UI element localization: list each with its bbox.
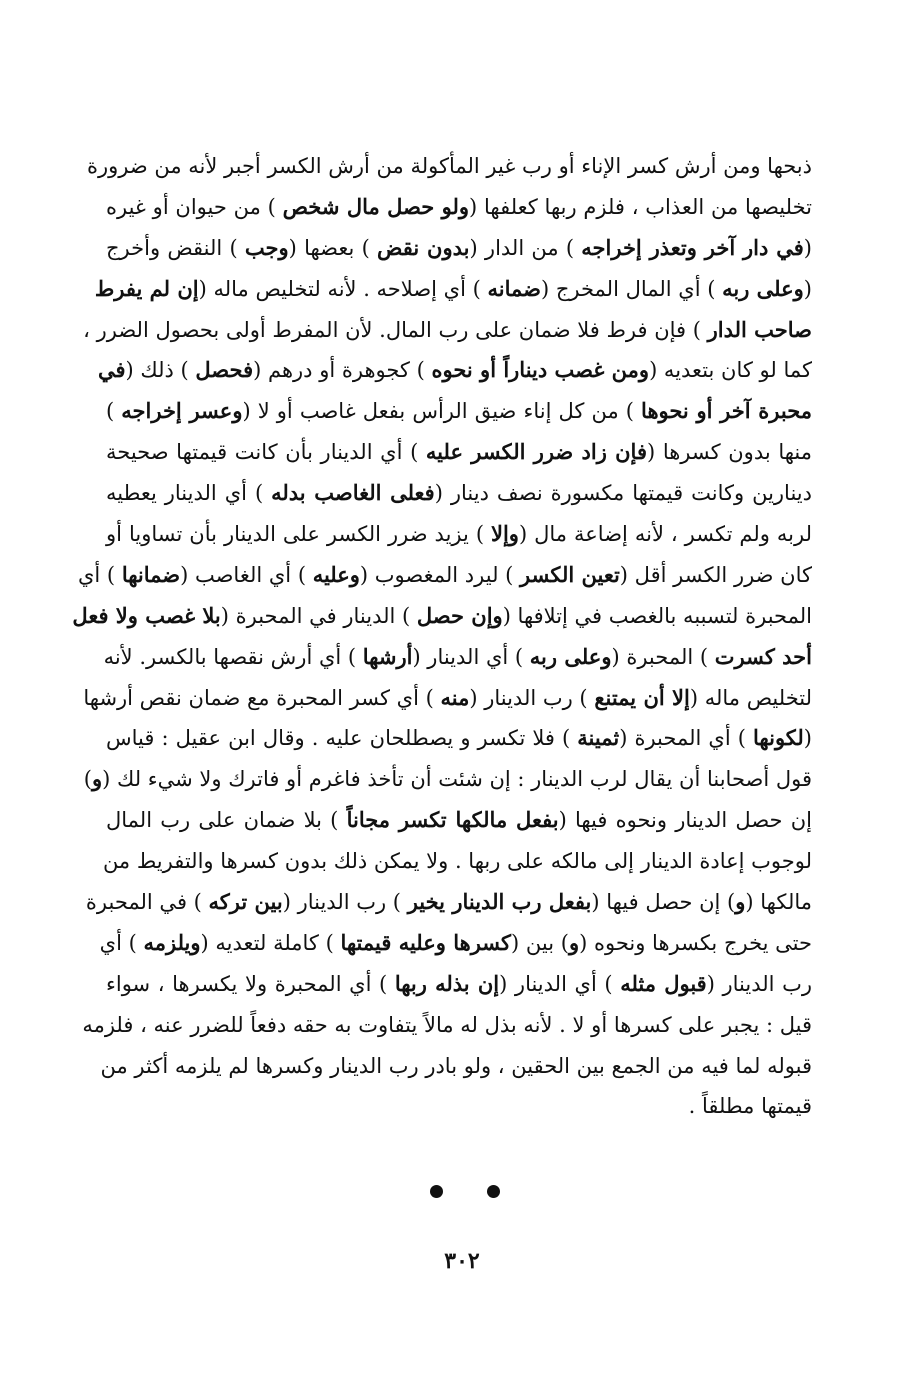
- matn-text: أحد كسرت: [714, 643, 812, 669]
- commentary-text: (: [803, 726, 812, 751]
- commentary-text: رب الدينار (: [706, 971, 812, 996]
- matn-text: ولو حصل مال شخص: [282, 193, 470, 219]
- commentary-text: ) من حيوان أو غيره: [106, 194, 283, 219]
- text-line: [85, 882, 812, 923]
- commentary-text: ) أي الغاصب (: [180, 562, 313, 587]
- commentary-text: ) أي الدينار (: [499, 971, 621, 996]
- page-number: ٣٠٢: [444, 1248, 480, 1274]
- commentary-text: ) فإن فرط فلا ضمان على رب المال. لأن المفرط أولى بحصول الضرر ،: [83, 317, 708, 342]
- matn-text: فعلى الغاصب بدله: [271, 480, 435, 506]
- text-line: [72, 596, 812, 637]
- matn-text: بين تركه: [208, 889, 283, 915]
- text-line: [106, 964, 812, 1005]
- matn-text: منه: [440, 684, 470, 710]
- commentary-text: ) أي المال المخرج (: [540, 276, 723, 301]
- separator-dot: [487, 1185, 500, 1198]
- commentary-text: ) ليرد المغصوب (: [359, 562, 521, 587]
- text-line: [94, 269, 812, 310]
- commentary-text: ): [106, 399, 122, 424]
- matn-text: ضمانها: [121, 561, 181, 587]
- commentary-text: ) أي إصلاحه . لأنه لتخليص ماله (: [198, 276, 488, 301]
- matn-text: كسرها وعليه قيمتها: [340, 929, 512, 955]
- commentary-text: ) المحبرة (: [611, 644, 715, 669]
- commentary-text: ) بلا ضمان على رب المال: [106, 808, 347, 833]
- commentary-text: لتخليص ماله (: [689, 685, 812, 710]
- commentary-text: ) أي: [99, 930, 144, 955]
- matn-text: بفعل مالكها تكسر مجاناً: [346, 807, 559, 833]
- text-line: [103, 637, 812, 678]
- text-line: [86, 146, 812, 187]
- matn-text: بدون نقض: [377, 234, 470, 260]
- commentary-text: ): [83, 767, 92, 792]
- matn-text: و: [91, 766, 103, 792]
- commentary-text: (: [803, 276, 812, 301]
- matn-text: وعلى ربه: [529, 643, 612, 669]
- commentary-text: ) رب الدينار (: [469, 685, 595, 710]
- text-line: [97, 350, 812, 391]
- text-line: [106, 1086, 812, 1127]
- commentary-text: لربه ولم تكسر ، لأنه إضاعة مال (: [518, 522, 812, 547]
- matn-text: في دار آخر وتعذر إخراجه: [581, 234, 804, 260]
- matn-text: صاحب الدار: [707, 316, 812, 342]
- matn-text: وإن حصل: [416, 602, 503, 628]
- text-line: [106, 228, 812, 269]
- commentary-text: ) أي: [77, 562, 122, 587]
- text-line: [100, 1046, 812, 1087]
- matn-text: لكونها: [753, 725, 804, 751]
- commentary-text: ) بين (: [511, 930, 569, 955]
- text-line: [106, 514, 812, 555]
- text-line: [83, 678, 812, 719]
- section-separator: [430, 1185, 500, 1198]
- commentary-text: منها بدون كسرها (: [647, 440, 812, 465]
- text-line: [102, 841, 812, 882]
- matn-text: ثمينة: [577, 725, 620, 751]
- text-line: [106, 718, 812, 759]
- commentary-text: مالكها (: [745, 890, 812, 915]
- commentary-text: ) فلا تكسر و يصطلحان عليه . وقال ابن عقيل : قياس: [106, 726, 578, 751]
- commentary-text: ) ذلك (: [125, 358, 196, 383]
- matn-text: ومن غصب ديناراً أو نحوه: [431, 357, 650, 383]
- matn-text: فحصل: [195, 357, 254, 383]
- matn-text: أرشها: [362, 643, 413, 669]
- commentary-text: كان ضرر الكسر أقل (: [619, 562, 812, 587]
- commentary-text: ) في المحبرة: [85, 890, 209, 915]
- text-line: [106, 187, 812, 228]
- matn-text: وإلا: [491, 521, 519, 547]
- commentary-text: كما لو كان بتعديه (: [649, 358, 812, 383]
- commentary-text: (: [803, 235, 812, 260]
- commentary-text: قيل : يجبر على كسرها أو لا . لأنه بذل له مالاً يتفاوت به حقه دفعاً للضرر عنه ، فلزمه: [82, 1012, 812, 1037]
- commentary-text: دينارين وكانت قيمتها مكسورة نصف دينار (: [434, 481, 812, 506]
- commentary-text: ) أي المحبرة (: [619, 726, 754, 751]
- matn-text: وعليه: [312, 561, 360, 587]
- matn-text: و: [568, 929, 580, 955]
- commentary-text: ) إن حصل فيها (: [591, 890, 736, 915]
- commentary-text: قبوله لما فيه من الجمع بين الحقين ، ولو بادر رب الدينار وكسرها لم يلزمه أكثر من: [100, 1053, 812, 1078]
- matn-text: وجب: [244, 234, 289, 260]
- commentary-text: ) كاملة لتعديه (: [200, 930, 341, 955]
- commentary-text: ذبحها ومن أرش كسر الإناء أو رب غير المأكولة من أرش الكسر أجبر لأنه من ضرورة: [86, 154, 812, 178]
- matn-text: إن لم يفرط: [94, 275, 199, 301]
- matn-text: و: [735, 889, 746, 915]
- commentary-text: ) من كل إناء ضيق الرأس بفعل غاصب أو لا (: [242, 399, 642, 424]
- commentary-text: إن حصل الدينار ونحوه فيها (: [558, 808, 812, 833]
- commentary-text: ) رب الدينار (: [282, 890, 408, 915]
- commentary-text: المحبرة لتسببه بالغصب في إتلافها (: [502, 603, 812, 628]
- text-line: [83, 759, 812, 800]
- text-line: [99, 923, 812, 964]
- commentary-text: ) الدينار في المحبرة (: [220, 603, 417, 628]
- commentary-text: ) أي أرش نقصها بالكسر. لأنه: [103, 644, 363, 669]
- text-line: [77, 555, 812, 596]
- commentary-text: ) أي المحبرة ولا يكسرها ، سواء: [106, 971, 395, 996]
- commentary-text: حتى يخرج بكسرها ونحوه (: [579, 930, 812, 955]
- matn-text: قبول مثله: [620, 970, 707, 996]
- commentary-text: ) النقض وأخرج: [106, 235, 245, 260]
- text-line: [106, 391, 812, 432]
- commentary-text: ) أي الدينار بأن كانت قيمتها صحيحة: [106, 440, 426, 465]
- matn-text: وعلى ربه: [722, 275, 804, 301]
- matn-text: إلا أن يمتنع: [594, 684, 690, 710]
- text-line: [106, 800, 812, 841]
- separator-dot: [430, 1185, 443, 1198]
- text-line: [106, 473, 812, 514]
- matn-text: بلا غصب ولا فعل: [72, 602, 221, 628]
- commentary-text: ) كجوهرة أو درهم (: [253, 358, 432, 383]
- commentary-text: قول أصحابنا أن يقال لرب الدينار : إن شئت أن تأخذ فاغرم أو فاترك ولا شيء لك (: [102, 767, 812, 792]
- text-line: [106, 432, 812, 473]
- matn-text: إن بذله ربها: [394, 970, 500, 996]
- commentary-text: ) أي الدينار (: [412, 644, 530, 669]
- body-text: [72, 146, 813, 1127]
- commentary-text: ) بعضها (: [288, 235, 377, 260]
- text-line: [82, 1005, 812, 1046]
- commentary-text: ) أي الدينار يعطيه: [106, 481, 272, 506]
- matn-text: محبرة آخر أو نحوها: [641, 398, 813, 424]
- matn-text: فإن زاد ضرر الكسر عليه: [425, 439, 647, 465]
- matn-text: ضمانه: [487, 275, 541, 301]
- commentary-text: قيمتها مطلقاً .: [688, 1094, 812, 1119]
- commentary-text: ) أي كسر المحبرة مع ضمان نقص أرشها: [83, 685, 441, 710]
- commentary-text: ) من الدار (: [469, 235, 582, 260]
- matn-text: وعسر إخراجه: [121, 398, 243, 424]
- commentary-text: تخليصها من العذاب ، فلزم ربها كعلفها (: [469, 194, 813, 219]
- matn-text: في: [97, 357, 126, 383]
- matn-text: تعين الكسر: [520, 561, 620, 587]
- matn-text: بفعل رب الدينار يخير: [407, 889, 592, 915]
- commentary-text: لوجوب إعادة الدينار إلى مالكه على ربها . ولا يمكن ذلك بدون كسرها والتفريط من: [102, 849, 812, 874]
- text-line: [83, 310, 812, 351]
- matn-text: ويلزمه: [143, 929, 201, 955]
- commentary-text: ) يزيد ضرر الكسر على الدينار بأن تساويا أو: [106, 522, 491, 547]
